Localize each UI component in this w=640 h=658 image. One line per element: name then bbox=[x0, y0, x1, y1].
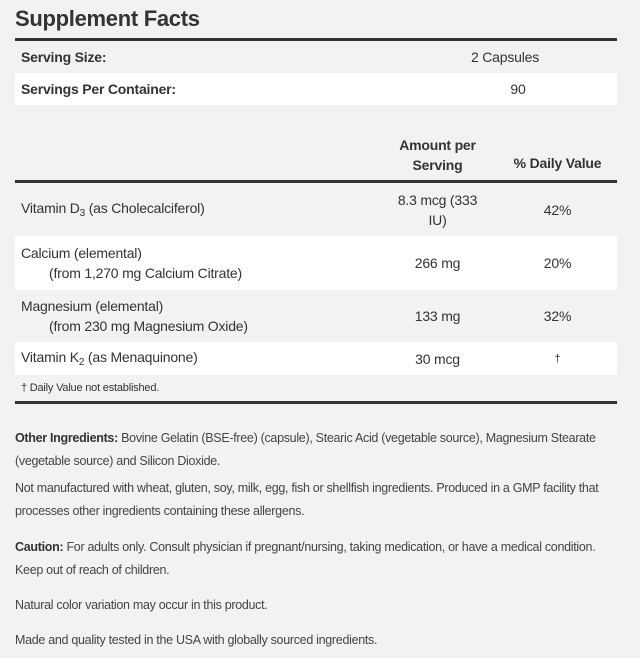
serving-size-row bbox=[15, 41, 617, 73]
footnote: † Daily Value not established. bbox=[21, 382, 160, 394]
nutrient-daily-value: 32% bbox=[543, 308, 572, 324]
nutrient-daily-value: † bbox=[554, 352, 561, 365]
allergen-note: Not manufactured with wheat, gluten, soy, milk, egg, fish or shellfish ingredients. Produced in a GMP facility that processes other ingredients containing these allergens. bbox=[15, 481, 599, 518]
color-note: Natural color variation may occur in this product. bbox=[15, 598, 268, 612]
divider bbox=[15, 401, 617, 404]
nutrient-daily-value: 42% bbox=[543, 201, 572, 218]
made-note: Made and quality tested in the USA with globally sourced ingredients. bbox=[15, 633, 378, 647]
nutrient-name: Calcium (elemental) (from 1,270 mg Calcium Citrate) bbox=[21, 245, 242, 281]
footnote-row bbox=[15, 375, 617, 401]
nutrient-amount: 266 mg bbox=[414, 255, 461, 271]
nutrient-row bbox=[15, 236, 617, 290]
serving-size-value: 2 Capsules bbox=[470, 49, 540, 65]
nutrient-amount: 8.3 mcg (333 IU) bbox=[397, 191, 478, 228]
daily-value-header: % Daily Value bbox=[513, 155, 602, 171]
serving-size-label: Serving Size: bbox=[21, 49, 107, 65]
nutrient-name: Vitamin $K_2$ (as Menaquinone) bbox=[21, 349, 198, 368]
nutrient-daily-value: 20% bbox=[543, 255, 572, 271]
nutrient-row bbox=[15, 290, 617, 342]
nutrient-row bbox=[15, 183, 617, 236]
servings-per-container-row bbox=[15, 73, 617, 105]
nutrient-name: Vitamin $D_3$ (as Cholecalciferol) bbox=[21, 200, 205, 219]
caution: Caution: For adults only. Consult physician if pregnant/nursing, taking medication, or have a medical condition. Keep out of reach of children. bbox=[15, 540, 596, 577]
nutrient-name: Magnesium (elemental) (from 230 mg Magnesium Oxide) bbox=[21, 298, 248, 334]
amount-header: Amount per Serving bbox=[399, 137, 476, 173]
table-header bbox=[15, 133, 617, 177]
servings-per-container-value: 90 bbox=[510, 81, 526, 97]
page-title: Supplement Facts bbox=[15, 6, 200, 31]
servings-per-container-label: Servings Per Container: bbox=[21, 81, 176, 97]
nutrient-amount: 133 mg bbox=[414, 308, 461, 324]
nutrient-amount: 30 mcg bbox=[415, 350, 460, 367]
nutrient-row bbox=[15, 342, 617, 375]
other-ingredients: Other Ingredients: Bovine Gelatin (BSE-free) (capsule), Stearic Acid (vegetable source), Magnesium Stearate (vegetable source) and Silicon Dioxide. bbox=[15, 431, 596, 468]
